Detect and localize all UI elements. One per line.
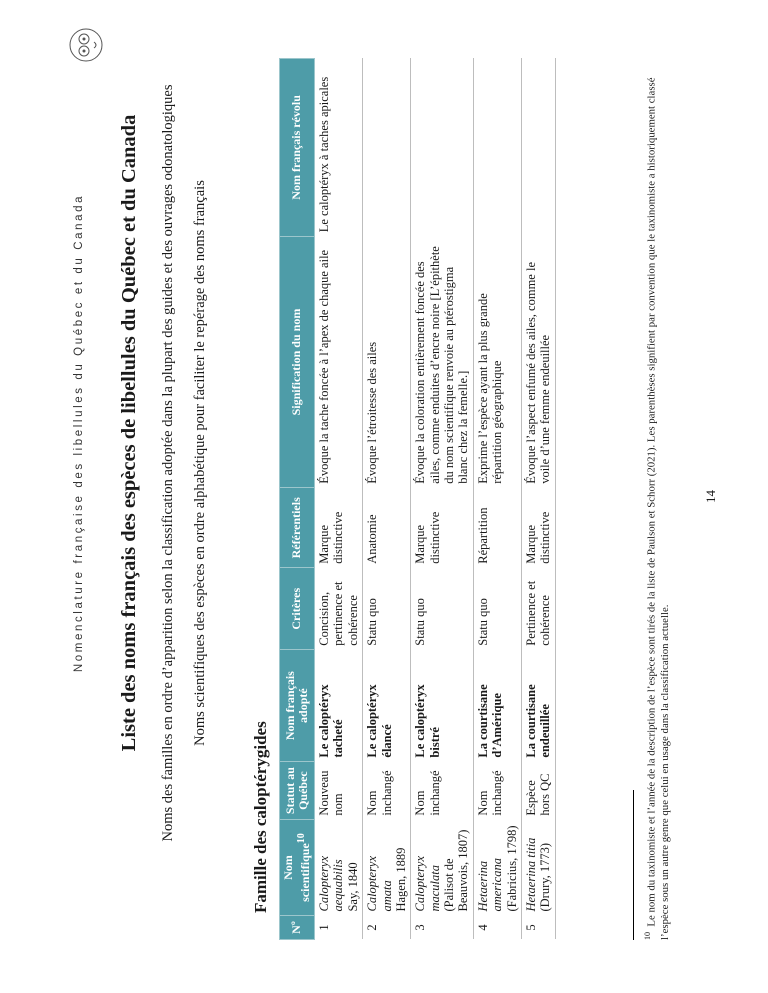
table-row [315,59,363,940]
page-number: 14 [703,490,718,503]
cell-criteria: Statu quo [473,568,521,650]
species-author: (Palisot de Beauvois, 1807) [442,829,471,912]
cell-meaning: Évoque la coloration entièrement foncée des ailes, comme enduites d’encre noire [L’épithète du nom scientifique renvoie au ptérostigma blanc chez la femelle.] [411,236,474,488]
col-header-scientific-name [280,820,315,916]
cell-referentials: Marque distinctive [315,488,363,568]
col-header-criteria: Critères [280,568,315,650]
table-row [521,59,555,940]
page-title: Liste des noms français des espèces de libellules du Québec et du Canada [118,114,140,752]
cell-criteria: Statu quo [411,568,474,650]
cell-criteria: Statu quo [363,568,411,650]
cell-scientific-name [521,820,555,916]
cell-meaning: Évoque l’étroitesse des ailes [363,236,411,488]
cell-criteria: Pertinence et cohérence [521,568,555,650]
cell-number: 5 [521,916,555,940]
intro-line-1: Noms des familles en ordre d’apparition selon la classification adoptée dans la plupart des guides et des ouvrages odonatologiques [160,84,176,842]
cell-adopted-name: Le caloptéryx bistré [411,650,474,762]
species-author: Say, 1840 [345,862,360,912]
cell-status: Nom inchangé [363,762,411,820]
cell-adopted-name: Le caloptéryx tacheté [315,650,363,762]
col-header-number: Nº [280,916,315,940]
col-header-meaning: Signification du nom [280,236,315,488]
cell-scientific-name [473,820,521,916]
cell-adopted-name: La courtisane d’Amérique [473,650,521,762]
col-header-former-name: Nom français révolu [280,59,315,237]
cell-former-name [411,59,474,237]
footnote-text: Le nom du taxinomiste et l’année de la description de l’espèce sont tirés de la liste de Paulson et Schorr (2021). Les parenthèses signifient par convention que le taxinomiste a historiquement classé l’espèce sous un autre genre que celui en usage dans la classification actuelle. [645,77,672,940]
species-author: Hagen, 1889 [393,847,408,912]
species-latin-name: Hetaerina titia [523,837,538,912]
footnote-ref: 10 [295,833,307,844]
cell-meaning: Évoque l’aspect enfumé des ailes, comme le voile d’une femme endeuillée [521,236,555,488]
cell-criteria: Concision, pertinence et cohérence [315,568,363,650]
running-head: Nomenclature française des libellules du Québec et du Canada [73,193,85,673]
cell-status: Nom inchangé [411,762,474,820]
cell-scientific-name [363,820,411,916]
species-latin-name: Hetaerina americana [475,858,505,912]
cell-number: 3 [411,916,474,940]
cell-former-name [473,59,521,237]
species-author: (Fabricius, 1798) [504,825,519,912]
col-header-referentials: Référentiels [280,488,315,568]
table-row [473,59,521,940]
footnote-divider [633,790,634,940]
footnote-number: 10 [643,932,652,940]
cell-scientific-name [411,820,474,916]
col-header-status: Statut au Québec [280,762,315,820]
species-latin-name: Calopteryx aequabilis [317,855,346,912]
cell-meaning: Évoque la tache foncée à l’apex de chaque aile [315,236,363,488]
col-header-adopted-name: Nom français adopté [280,650,315,762]
cell-status: Nom inchangé [473,762,521,820]
footnote [643,50,673,940]
species-table [279,58,556,940]
cell-referentials: Marque distinctive [521,488,555,568]
table-row [411,59,474,940]
cell-number: 4 [473,916,521,940]
family-heading: Famille des caloptérygides [251,721,270,913]
cell-status: Nouveau nom [315,762,363,820]
cell-meaning: Exprime l’espèce ayant la plus grande répartition géographique [473,236,521,488]
col-header-scientific-name-label: Nom scientifique [281,843,312,902]
cell-status: Espèce hors QC [521,762,555,820]
cell-number: 2 [363,916,411,940]
cell-referentials: Anatomie [363,488,411,568]
cell-adopted-name: Le caloptéryx élancé [363,650,411,762]
species-latin-name: Calopteryx maculata [413,855,442,912]
cell-former-name: Le caloptéryx à taches apicales [315,59,363,237]
cell-referentials: Répartition [473,488,521,568]
table-row [363,59,411,940]
species-author: (Drury, 1773) [538,842,553,912]
cell-referentials: Marque distinctive [411,488,474,568]
species-latin-name: Calopteryx amata [365,855,394,912]
cell-scientific-name [315,820,363,916]
table-header-row [280,59,315,940]
cell-former-name [521,59,555,237]
cell-former-name [363,59,411,237]
cell-number: 1 [315,916,363,940]
cell-adopted-name: La courtisane endeuillée [521,650,555,762]
intro-line-2: Noms scientifiques des espèces en ordre alphabétique pour faciliter le repérage des noms français [192,180,208,746]
